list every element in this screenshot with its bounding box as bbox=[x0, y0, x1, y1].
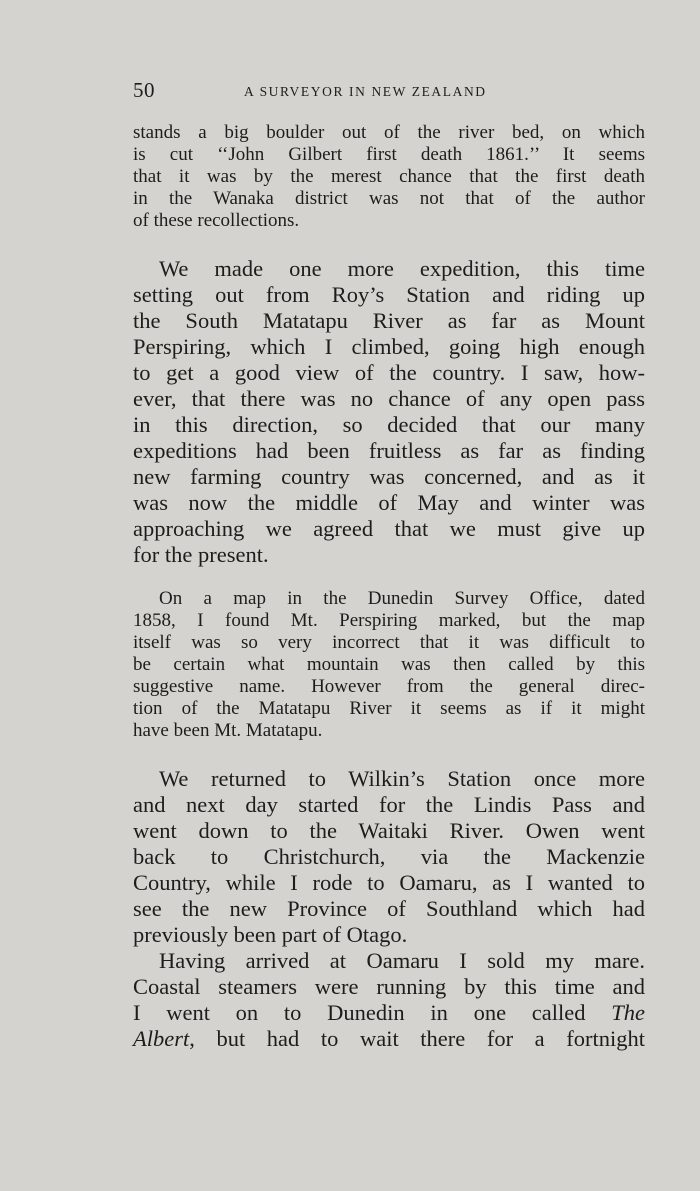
text-line: Having arrived at Oamaru I sold my mare. bbox=[159, 948, 645, 973]
text-line: went down to the Waitaki River. Owen went bbox=[133, 818, 645, 843]
text-line: of these recollections. bbox=[133, 210, 300, 231]
text-segment: I went on to Dunedin in one called bbox=[133, 1000, 586, 1025]
text-line: was now the middle of May and winter was bbox=[133, 490, 645, 515]
page-header bbox=[133, 78, 645, 108]
paragraph-expedition bbox=[133, 256, 645, 568]
ship-name-italic: Albert bbox=[133, 1026, 190, 1051]
text-line: Perspiring, which I climbed, going high enough bbox=[133, 334, 645, 359]
text-line: in this direction, so decided that our many bbox=[133, 412, 645, 437]
text-line: see the new Province of Southland which had bbox=[133, 896, 645, 921]
text-line: Coastal steamers were running by this time and bbox=[133, 974, 645, 999]
text-line: the South Matatapu River as far as Mount bbox=[133, 308, 645, 333]
text-line: approaching we agreed that we must give up bbox=[133, 516, 645, 541]
text-line: suggestive name. However from the general direc- bbox=[133, 676, 645, 697]
text-line: previously been part of Otago. bbox=[133, 922, 408, 947]
text-line: be certain what mountain was then called by this bbox=[133, 654, 645, 675]
running-title: A SURVEYOR IN NEW ZEALAND bbox=[244, 84, 487, 99]
text-line-with-italic bbox=[133, 1000, 645, 1026]
text-line: tion of the Matatapu River it seems as if it might bbox=[133, 698, 645, 719]
text-line: We made one more expedition, this time bbox=[159, 256, 645, 281]
text-line: itself was so very incorrect that it was difficult to bbox=[133, 632, 645, 653]
text-line: We returned to Wilkin’s Station once more bbox=[159, 766, 645, 791]
ship-name-italic: The bbox=[611, 1000, 646, 1025]
text-line: to get a good view of the country. I saw, how- bbox=[133, 360, 645, 385]
text-line: is cut ‘‘John Gilbert first death 1861.’’ It seems bbox=[133, 144, 645, 165]
text-line: for the present. bbox=[133, 542, 269, 567]
text-line: in the Wanaka district was not that of the author bbox=[133, 188, 645, 209]
text-line: setting out from Roy’s Station and riding up bbox=[133, 282, 645, 307]
text-line: stands a big boulder out of the river bed, on which bbox=[133, 122, 645, 143]
text-line: Country, while I rode to Oamaru, as I wanted to bbox=[133, 870, 645, 895]
text-line: that it was by the merest chance that the first death bbox=[133, 166, 645, 187]
text-line: and next day started for the Lindis Pass and bbox=[133, 792, 645, 817]
text-line: On a map in the Dunedin Survey Office, dated bbox=[159, 588, 645, 609]
text-segment: , but had to wait there for a fortnight bbox=[189, 1026, 645, 1051]
text-line: expeditions had been fruitless as far as finding bbox=[133, 438, 645, 463]
text-line: new farming country was concerned, and as it bbox=[133, 464, 645, 489]
text-line-with-italic bbox=[133, 1026, 645, 1052]
paragraph-map-note bbox=[133, 588, 645, 742]
paragraph-return bbox=[133, 766, 645, 948]
page-number: 50 bbox=[133, 78, 155, 102]
text-line: ever, that there was no chance of any open pass bbox=[133, 386, 645, 411]
paragraph-oamaru bbox=[133, 948, 645, 1052]
text-line: back to Christchurch, via the Mackenzie bbox=[133, 844, 645, 869]
paragraph-continuation bbox=[133, 122, 645, 232]
text-line: 1858, I found Mt. Perspiring marked, but the map bbox=[133, 610, 645, 631]
text-line: have been Mt. Matatapu. bbox=[133, 720, 323, 741]
